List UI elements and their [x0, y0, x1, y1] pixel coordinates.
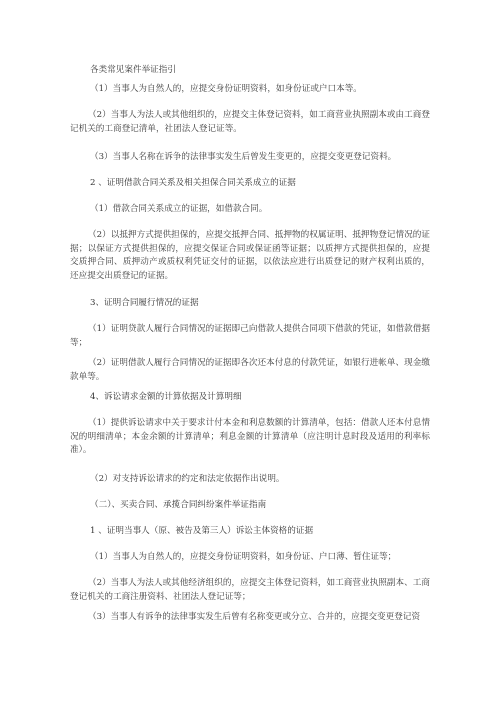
paragraph-6: （2）以抵押方式提供担保的，应提交抵押合同、抵押物的权属证明、抵押物登记情况的证据；以保证方式提供担保的，应提交保证合同或保证函等证据；以质押方式提供担保的，应提交质押合同、质押动产或质权利凭证交付的证据，以依法应进行出质登记的财产权利出质的，还应提交出质登记的证据。 — [70, 230, 430, 281]
paragraph-1: （1）当事人为自然人的，应提交身份证明资料，如身份证或户口本等。 — [90, 84, 362, 94]
section-heading-2: 2 、证明借款合同关系及相关担保合同关系成立的证据 — [90, 178, 296, 188]
paragraph-8: （1）证明贷款人履行合同情况的证据即己向借款人提供合同项下借款的凭证，如借款借据等； — [70, 324, 430, 348]
section-heading-1: 1 、证明当事人（原、被告及第三人）诉讼主体资格的证据 — [90, 526, 314, 536]
paragraph-5: （1）借款合同关系成立的证据，如借款合同。 — [90, 204, 268, 214]
paragraph-12: （2）对支持诉讼请求的约定和法定依据作出说明。 — [90, 474, 285, 484]
paragraph-3: （3）当事人名称在诉争的法律事实发生后曾发生变更的，应提交变更登记资料。 — [90, 152, 397, 162]
paragraph-11: （1）提供诉讼请求中关于要求计付本金和利息数额的计算清单，包括：借款人还本付息情况的明细清单；本金余额的计算清单；利息金额的计算清单（应注明计息时段及适用的利率标准）。 — [70, 418, 430, 456]
section-heading-3: 3、证明合同履行情况的证据 — [90, 298, 199, 308]
document-title: 各类常见案件举证指引 — [90, 65, 176, 75]
paragraph-16: （2）当事人为法人或其他经济组织的，应提交主体登记资料，如工商营业执照副本、工商登记机关的工商注册资料、社团法人登记证等； — [70, 578, 430, 602]
section-heading-4: 4、诉讼请求金额的计算依据及计算明细 — [90, 392, 242, 402]
paragraph-17: （3）当事人有诉争的法律事实发生后曾有名称变更或分立、合并的，应提交变更登记资 — [88, 612, 421, 622]
section-heading-ii: （二）、买卖合同、承揽合同纠纷案件举证指南 — [90, 500, 267, 510]
paragraph-2: （2）当事人为法人或其他组织的，应提交主体登记资料，如工商营业执照副本或由工商登记机关的工商登记清单，社团法人登记证等。 — [70, 110, 430, 134]
paragraph-15: （1）当事人为自然人的，应提交身份证明资料，如身份证、户口薄、暂住证等； — [90, 552, 397, 562]
paragraph-9: （2）证明借款人履行合同情况的证据即各次还本付息的付款凭证，如银行进帐单、现金缴款单等。 — [70, 358, 430, 382]
